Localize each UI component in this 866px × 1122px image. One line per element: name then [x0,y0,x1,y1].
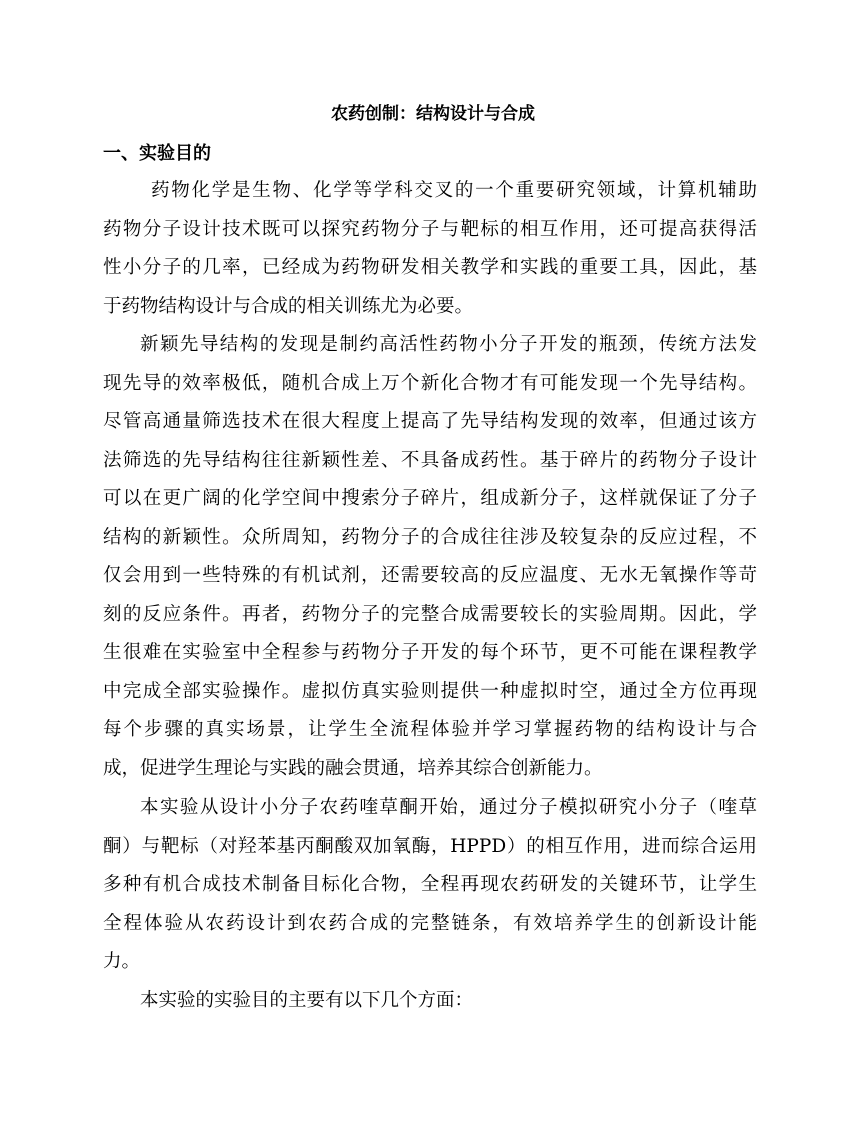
paragraph-line: 尽管高通量筛选技术在很大程度上提高了先导结构发现的效率，但通过该方 [103,411,757,432]
paragraph-line: 药物化学是生物、化学等学科交叉的一个重要研究领域，计算机辅助 [151,180,757,201]
paragraph-line: 力。 [103,951,141,972]
paragraph-1 [103,172,757,326]
paragraph-line: 成，促进学生理论与实践的融会贯通，培养其综合创新能力。 [103,757,603,779]
paragraph-line: 每个步骤的真实场景，让学生全流程体验并学习掌握药物的结构设计与合 [103,719,757,740]
paragraph-line: 全程体验从农药设计到农药合成的完整链条，有效培养学生的创新设计能 [103,912,757,934]
paragraph-line: 仅会用到一些特殊的有机试剂，还需要较高的反应温度、无水无氧操作等苛 [103,565,757,586]
paragraph-line: 现先导的效率极低，随机合成上万个新化合物才有可能发现一个先导结构。 [103,372,757,394]
paragraph-line: 性小分子的几率，已经成为药物研发相关教学和实践的重要工具，因此，基 [103,257,757,278]
page-title: 农药创制：结构设计与合成 [331,104,535,124]
paragraph-line: 法筛选的先导结构往往新颖性差、不具备成药性。基于碎片的药物分子设计 [103,449,757,471]
paragraph-line: 中完成全部实验操作。虚拟仿真实验则提供一种虚拟时空，通过全方位再现 [103,680,757,702]
paragraph-line: 结构的新颖性。众所周知，药物分子的合成往往涉及较复杂的反应过程，不 [103,526,757,548]
paragraph-line: 多种有机合成技术制备目标化合物，全程再现农药研发的关键环节，让学生 [103,874,757,895]
paragraph-line: 可以在更广阔的化学空间中搜索分子碎片，组成新分子，这样就保证了分子 [103,488,757,509]
paragraph-line: 新颖先导结构的发现是制约高活性药物小分子开发的瓶颈，传统方法发 [140,334,757,355]
paragraph-line: 本实验的实验目的主要有以下几个方面： [140,990,474,1011]
paragraph-line: 酮）与靶标（对羟苯基丙酮酸双加氧酶，HPPD）的相互作用，进而综合运用 [103,835,757,857]
paragraph-line: 生很难在实验室中全程参与药物分子开发的每个环节，更不可能在课程教学 [103,642,757,663]
paragraph-2 [103,326,757,788]
paragraph-line: 刻的反应条件。再者，药物分子的完整合成需要较长的实验周期。因此，学 [103,603,757,625]
paragraph-3 [103,789,757,982]
paragraph-line: 于药物结构设计与合成的相关训练尤为必要。 [103,295,474,317]
paragraph-line: 药物分子设计技术既可以探究药物分子与靶标的相互作用，还可提高获得活 [103,218,757,240]
section-heading: 一、实验目的 [103,143,211,164]
paragraph-4 [103,982,757,1021]
paragraph-line: 本实验从设计小分子农药喹草酮开始，通过分子模拟研究小分子（喹草 [140,797,757,818]
